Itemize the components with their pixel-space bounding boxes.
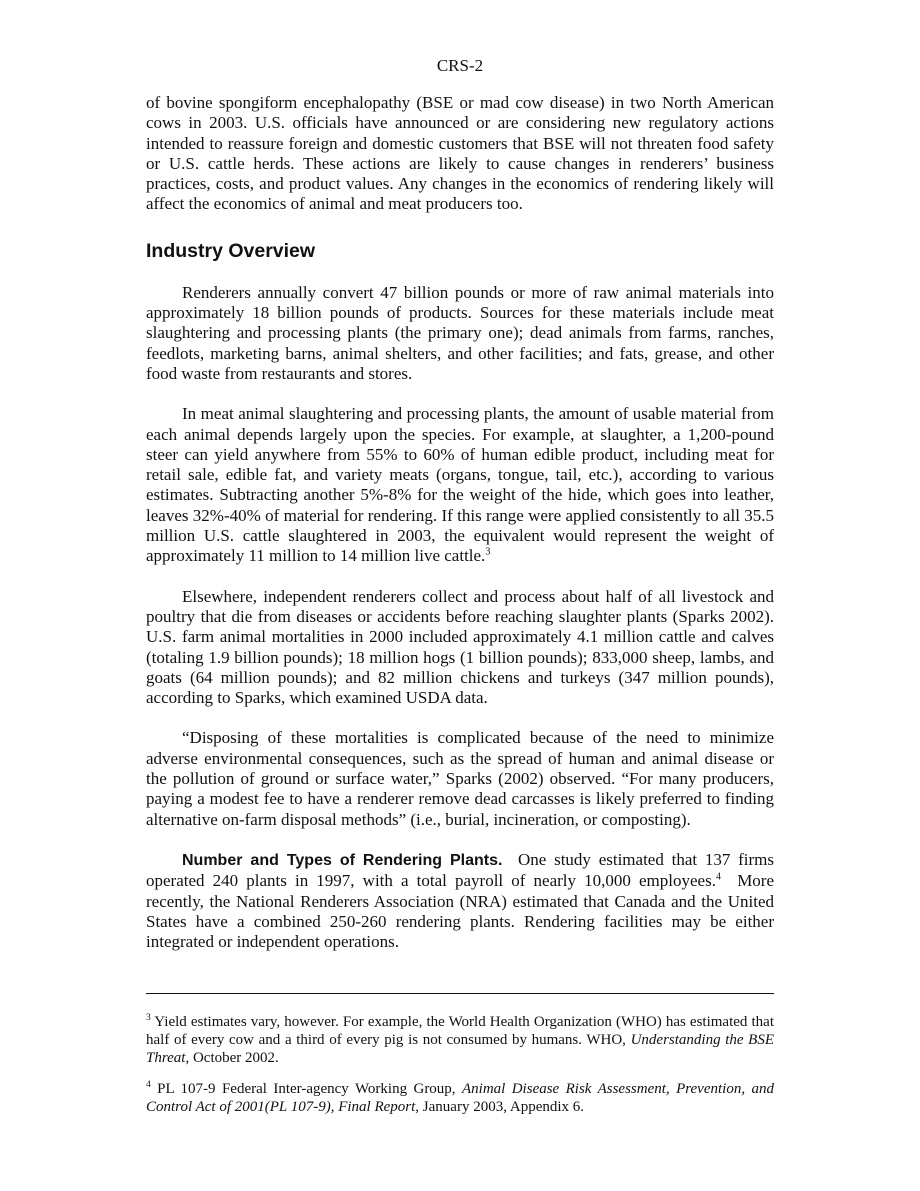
footnote-number: 4	[146, 1079, 151, 1090]
footnote-number: 3	[146, 1013, 151, 1023]
footnote-title: Understanding the BSE Threat	[146, 1032, 774, 1067]
footnote-3	[146, 1013, 774, 1068]
footnote-4	[146, 1080, 774, 1116]
paragraph-mortalities: Elsewhere, independent renderers collect and process about half of all livestock and poultry that die from diseases or accidents before reaching slaughter plants (Sparks 2002). U.S. farm animal mortalities in 2000 included approximately 4.1 million cattle and calves (totaling 1.9 billion pounds); 18 million hogs (1 billion pounds); 833,000 sheep, lambs, and goats (64 million pounds); and 82 million chickens and turkeys (347 million pounds), according to Sparks, which examined USDA data.	[146, 586, 774, 708]
footnote-text: PL 107-9 Federal Inter-agency Working Group,	[157, 1080, 462, 1097]
footnote-divider	[146, 993, 774, 994]
paragraph-slaughter-yield-text: In meat animal slaughtering and processing plants, the amount of usable material from each animal depends largely upon the species. For example, at slaughter, a 1,200-pound steer can yield anywhere from 55% to 60% of human edible product, including meat for retail sale, edible fat, and variety meats (organs, tongue, tail, etc.), according to various estimates. Subtracting another 5%-8% for the weight of the hide, which goes into leather, leaves 32%-40% of material for rendering. If this range were applied consistently to all 35.5 million U.S. cattle slaughtered in 2003, the equivalent would represent the weight of approximately 11 million to 14 million live cattle.	[146, 404, 774, 566]
document-body	[146, 93, 774, 952]
section-heading: Industry Overview	[146, 239, 316, 262]
subsection-heading: Number and Types of Rendering Plants.	[182, 851, 503, 869]
footnotes	[146, 1013, 774, 1116]
paragraph-renderers-volume: Renderers annually convert 47 billion pounds or more of raw animal materials into approximately 18 billion pounds of products. Sources for these materials include meat slaughtering and processing plants (the primary one); dead animals from farms, ranches, feedlots, marketing barns, animal shelters, and other facilities; and fats, grease, and other food waste from restaurants and stores.	[146, 282, 774, 383]
paragraph-plants-text-a: One study estimated that 137 firms operated 240 plants in 1997, with a total payroll of nearly 10,000 employees.	[146, 849, 775, 891]
footnote-ref-4[interactable]: 4	[715, 871, 721, 883]
footnote-text-end: , January 2003, Appendix 6.	[415, 1098, 585, 1115]
intro-paragraph: of bovine spongiform encephalopathy (BSE or mad cow disease) in two North American cows in 2003. U.S. officials have announced or are considering new regulatory actions intended to reassure foreign and domestic customers that BSE will not threaten food safety or U.S. cattle herds. These actions are likely to cause changes in renderers’ business practices, costs, and product values. Any changes in the economics of rendering likely will affect the economics of animal and meat producers too.	[146, 93, 774, 214]
page-label: CRS-2	[436, 56, 484, 75]
paragraph-slaughter-yield	[146, 404, 774, 566]
footnote-text: Yield estimates vary, however. For example, the World Health Organization (WHO) has estimated that half of every cow and a third of every pig is not consumed by humans. WHO,	[146, 1014, 774, 1049]
footnote-ref-3[interactable]: 3	[485, 546, 491, 558]
footnote-text-end: , October 2002.	[185, 1050, 279, 1067]
paragraph-disposal-quote: “Disposing of these mortalities is complicated because of the need to minimize adverse environmental consequences, such as the spread of human and animal disease or the pollution of ground or surface water,” Sparks (2002) observed. “For many producers, paying a modest fee to have a renderer remove dead carcasses is likely preferred to finding alternative on-farm disposal methods” (i.e., burial, incineration, or composting).	[146, 728, 774, 829]
page-header	[146, 56, 774, 76]
footnote-title: Animal Disease Risk Assessment, Prevention, and Control Act of 2001(PL 107-9), Final Report	[146, 1080, 774, 1115]
paragraph-plants-text-b: More recently, the National Renderers Association (NRA) estimated that Canada and the United States have a combined 250-260 rendering plants. Rendering facilities may be either integrated or independent operations.	[146, 871, 775, 952]
paragraph-plants	[146, 850, 774, 952]
